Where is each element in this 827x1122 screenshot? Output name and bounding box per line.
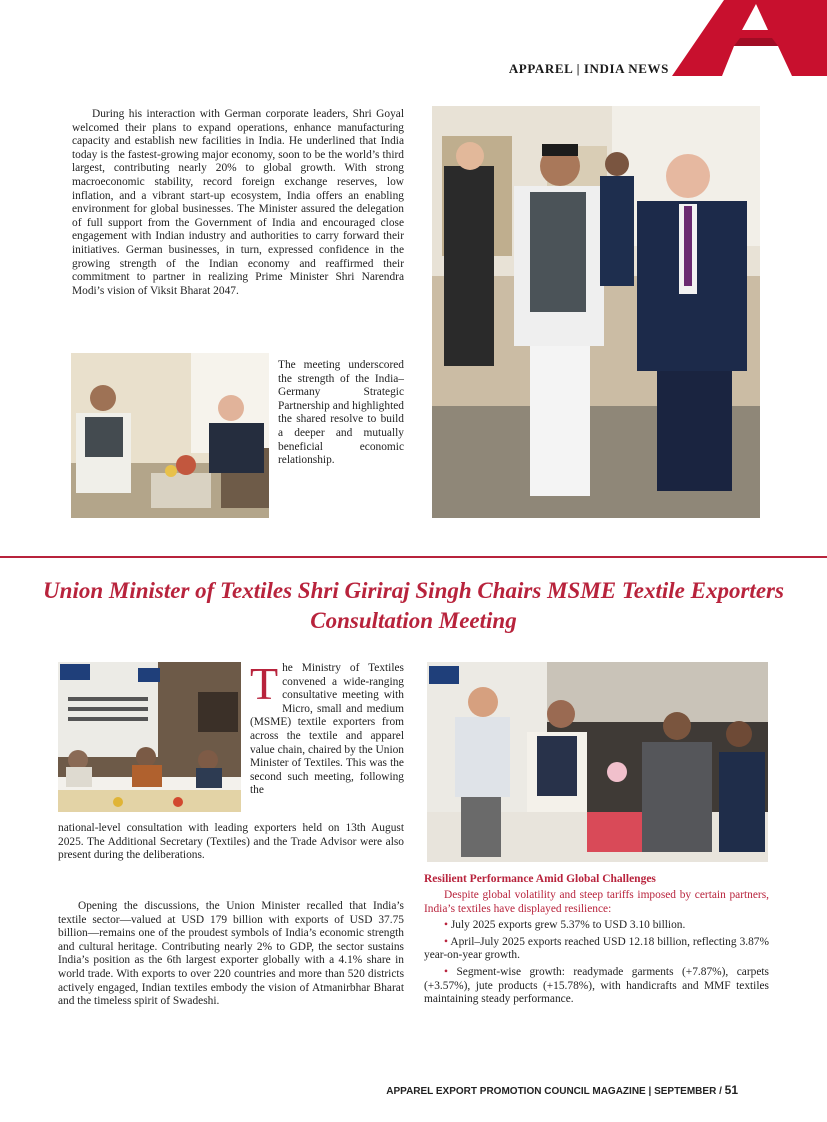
section-label: APPAREL | INDIA NEWS — [508, 61, 669, 76]
page-number: 51 — [724, 1083, 738, 1097]
article2-dropcap: T — [250, 658, 279, 709]
article2-headline: Union Minister of Textiles Shri Giriraj Singh Chairs MSME Textile Exporters Consultation Meeting — [43, 578, 784, 633]
photo-seated-meeting — [71, 353, 269, 518]
bullet-item-text: Segment-wise growth: readymade garments (+7.87%), carpets (+3.57%), jute products (+15.78%), with handicrafts and MMF textiles maintaining steady performance. — [424, 965, 769, 1006]
article2-paragraph2-text: Opening the discussions, the Union Minister recalled that India’s textile sector—valued at USD 179 billion with exports of USD 37.75 billion—remains one of the proudest symbols of India’s economic strength and cultural heritage. Contributing nearly 2% to GDP, the sector sustains India’s position as the 6th largest exporter globally with a 4.1% share in world trade. With exports to over 220 countries and more than 520 districts actively engaged, Indian textiles embody the vision of Atmanirbhar Bharat and the timeless spirit of Swadeshi. — [58, 900, 404, 1008]
photo-delegation-walk — [432, 106, 760, 518]
bullet-mark: • — [444, 935, 448, 948]
bullet-mark: • — [444, 919, 448, 932]
article2-intro-text: he Ministry of Textiles convened a wide-ranging consultative meeting with Micro, small and medium (MSME) textile exporters from across the textile and apparel value chain, chaired by the Union Minister of Textiles. This was the second such meeting, following the — [250, 662, 404, 797]
bullet-item-text: April–July 2025 exports reached USD 12.18 billion, reflecting 3.87% year-on-year growth. — [424, 935, 769, 962]
bullet-item-text: July 2025 exports grew 5.37% to USD 3.10 billion. — [450, 919, 686, 932]
bullet-item — [424, 966, 769, 1007]
bullet-mark: • — [444, 965, 448, 978]
photo-consultation-dais — [58, 662, 241, 812]
resilient-performance-subhead: Resilient Performance Amid Global Challenges — [424, 873, 656, 885]
footer-text: APPAREL EXPORT PROMOTION COUNCIL MAGAZINE | SEPTEMBER / — [386, 1086, 722, 1097]
article1-paragraph — [72, 108, 404, 298]
bullet-item — [424, 919, 769, 933]
a-logo-graphic — [672, 0, 827, 76]
magazine-a-logo — [672, 0, 827, 76]
meeting-caption-text: The meeting underscored the strength of the India–Germany Strategic Partnership and highlighted the shared resolve to build a deeper and mutually beneficial economic relationship. — [278, 359, 404, 467]
bullet-item — [424, 936, 769, 963]
article2-intro — [250, 658, 404, 798]
photo-felicitation — [427, 662, 768, 862]
article2-intro-continued: national-level consultation with leading exporters held on 13th August 2025. The Additional Secretary (Textiles) and the Trade Advisor were also present during the deliberations. — [58, 822, 404, 862]
article1-paragraph-text: During his interaction with German corporate leaders, Shri Goyal welcomed their plans to expand operations, enhance manufacturing capacity and establish new facilities in India. He underlined that India today is the fastest-growing major economy, soon to be the world’s third largest, contributing nearly 20% to global growth. With strong macroeconomic stability, record foreign exchange reserves, low inflation, and a vibrant start-up ecosystem, India offers an enabling environment for global businesses. The Minister assured the delegation of full support from the Government of India and encouraged close engagement with Indian industry and authorities to carry forward their initiatives. German businesses, in turn, expressed confidence in the growing strength of the Indian economy and reaffirmed their commitment to partner in realizing Prime Minister Shri Narendra Modi’s vision of Viksit Bharat 2047. — [72, 108, 404, 297]
page-footer — [386, 1083, 738, 1097]
section-divider — [0, 556, 827, 558]
resilience-section — [424, 889, 769, 1007]
article2-paragraph2 — [58, 900, 404, 1009]
resilience-lead: Despite global volatility and steep tariffs imposed by certain partners, India’s textiles have displayed resilience: — [424, 889, 769, 915]
